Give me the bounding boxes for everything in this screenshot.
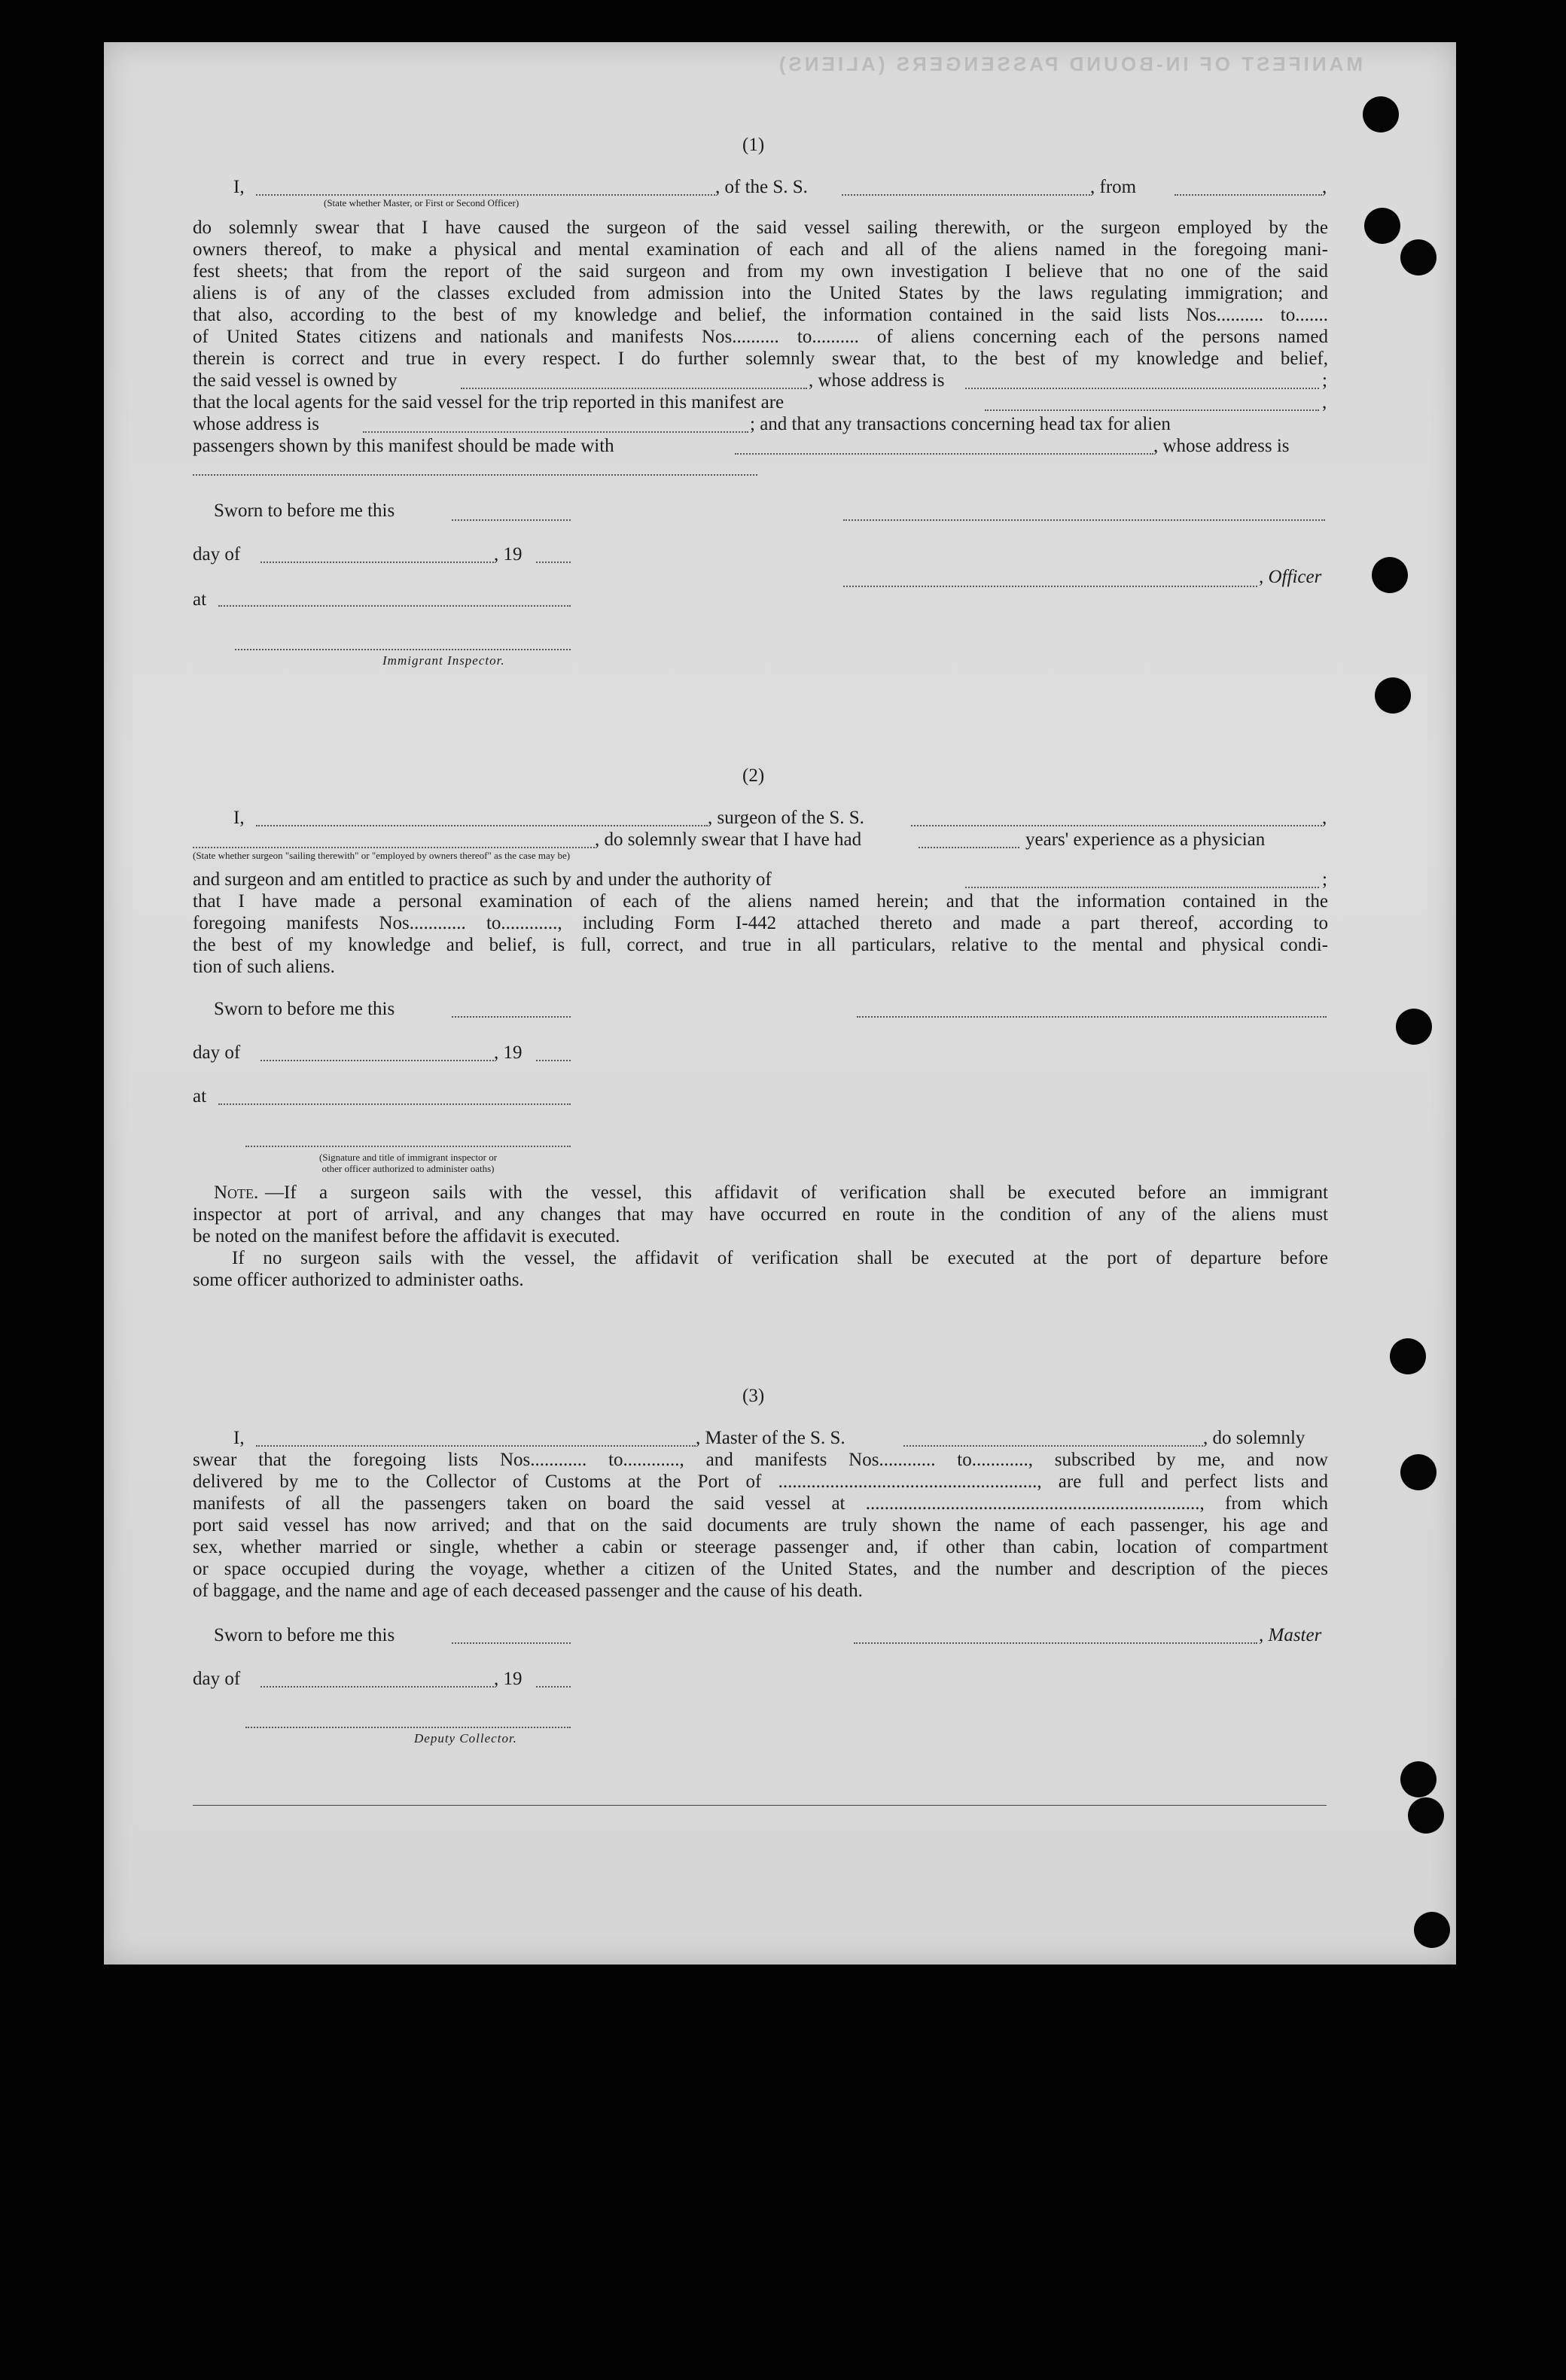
note-line: some officer authorized to administer oaths. — [193, 1270, 524, 1290]
blank-field — [985, 409, 1319, 411]
sworn-label: Sworn to before me this — [214, 999, 395, 1019]
blank-field — [260, 562, 494, 563]
blank-field — [536, 1060, 571, 1061]
oath-line: do solemnly swear that I have caused the surgeon of the said vessel sailing therewith, or the surgeon employed by the — [193, 218, 1328, 238]
blank-field — [842, 194, 1090, 196]
binder-hole — [1400, 1454, 1437, 1490]
collector-signature-field — [245, 1727, 571, 1728]
blank-field — [452, 1016, 571, 1018]
oath-line: that the local agents for the said vessel for the trip reported in this manifest are — [193, 392, 785, 412]
binder-hole — [1400, 1761, 1437, 1797]
oath-line: and surgeon and am entitled to practice as such by and under the authority of — [193, 869, 772, 890]
officer-signature-field — [843, 519, 1325, 521]
master-signature-field — [854, 1642, 1257, 1644]
oath-line: whose address is — [193, 414, 320, 434]
oath-line: years' experience as a physician — [1025, 829, 1266, 850]
oath-line: , whose address is — [809, 370, 945, 391]
note-line: be noted on the manifest before the affidavit is executed. — [193, 1226, 620, 1246]
oath-line: I, — [233, 808, 245, 828]
oath-line: the best of my knowledge and belief, is full, correct, and true in all particulars, relative to the mental and physical condi- — [193, 935, 1328, 955]
blank-field — [461, 388, 807, 389]
bottom-rule — [193, 1805, 1327, 1806]
officer-signature-field — [843, 586, 1257, 587]
field-caption: (State whether surgeon "sailing therewith" or "employed by owners thereof" as the case may be) — [193, 850, 571, 861]
blank-field — [452, 1642, 571, 1644]
signature-caption: other officer authorized to administer oaths) — [321, 1163, 495, 1174]
note-label: Note. — [214, 1182, 259, 1203]
oath-line: fest sheets; that from the report of the said surgeon and from my own investigation I believe that no one of the said — [193, 261, 1328, 282]
at-label: at — [193, 1086, 207, 1106]
oath-line: of baggage, and the name and age of each deceased passenger and the cause of his death. — [193, 1581, 863, 1601]
oath-line: swear that the foregoing lists Nos............ to............, and manifests Nos............ to............, subscribed by me, and now — [193, 1450, 1328, 1470]
sworn-label: Sworn to before me this — [214, 1625, 395, 1645]
oath-line: that I have made a personal examination of each of the aliens named herein; and that the information contained in the — [193, 891, 1328, 912]
binder-hole — [1364, 208, 1400, 244]
blank-field — [256, 825, 708, 826]
oath-line: aliens is of any of the classes excluded from admission into the United States by the laws regulating immigration; and — [193, 283, 1328, 303]
note-line: If no surgeon sails with the vessel, the affidavit of verification shall be executed at the port of departure before — [232, 1248, 1328, 1268]
day-label: day of — [193, 544, 241, 565]
oath-line: , surgeon of the S. S. — [708, 808, 864, 828]
oath-line: , of the S. S. — [715, 177, 808, 197]
year-label: , 19 — [494, 1042, 523, 1063]
blank-field — [965, 388, 1319, 389]
blank-field — [260, 1060, 494, 1061]
blank-field — [911, 825, 1322, 826]
officer-label: , Officer — [1259, 567, 1322, 587]
day-label: day of — [193, 1042, 241, 1063]
sworn-label: Sworn to before me this — [214, 501, 395, 521]
day-label: day of — [193, 1669, 241, 1689]
oath-line: , do solemnly swear that I have had — [595, 829, 862, 850]
inspector-signature-field — [245, 1146, 571, 1147]
oath-line: foregoing manifests Nos............ to............, including Form I-442 attached thereto and made a part thereof, according to — [193, 913, 1328, 933]
blank-field — [1174, 194, 1322, 196]
oath-line: therein is correct and true in every respect. I do further solemnly swear that, to the best of my knowledge and belief, — [193, 348, 1328, 369]
oath-line: I, — [233, 1428, 245, 1448]
blank-field — [965, 887, 1319, 888]
oath-line: owners thereof, to make a physical and mental examination of each and all of the aliens named in the foregoing mani- — [193, 239, 1328, 260]
oath-line: , — [1322, 392, 1327, 412]
note-line: —If a surgeon sails with the vessel, this affidavit of verification shall be executed before an immigrant — [265, 1182, 1328, 1203]
section-number: (3) — [742, 1386, 765, 1406]
oath-line: delivered by me to the Collector of Customs at the Port of ......................................................., are full and perfect lists and — [193, 1472, 1328, 1492]
oath-line: , — [1322, 177, 1327, 197]
blank-field — [363, 431, 748, 433]
blank-field — [919, 847, 1019, 848]
section-number: (2) — [742, 765, 765, 786]
blank-field — [536, 562, 571, 563]
oath-line: sex, whether married or single, whether a cabin or steerage passenger and, if other than cabin, location of compartment — [193, 1537, 1328, 1557]
oath-line: , — [1322, 808, 1327, 828]
oath-line: port said vessel has now arrived; and that on the said documents are truly shown the name of each passenger, his age and — [193, 1515, 1328, 1535]
binder-hole — [1390, 1338, 1426, 1374]
blank-field — [452, 519, 571, 521]
section-number: (1) — [742, 135, 765, 155]
oath-line: passengers shown by this manifest should be made with — [193, 436, 614, 456]
blank-field — [193, 474, 757, 476]
blank-field — [218, 1103, 571, 1105]
oath-line: ; and that any transactions concerning head tax for alien — [750, 414, 1171, 434]
oath-line: ; — [1322, 370, 1327, 391]
binder-hole — [1375, 677, 1411, 714]
year-label: , 19 — [494, 544, 523, 565]
blank-field — [903, 1445, 1203, 1447]
binder-hole — [1363, 96, 1399, 132]
oath-line: of United States citizens and nationals and manifests Nos.......... to.......... of aliens concerning each of the persons named — [193, 327, 1328, 347]
inspector-caption: Immigrant Inspector. — [382, 653, 505, 668]
signature-caption: (Signature and title of immigrant inspector or — [318, 1152, 498, 1163]
oath-line: or space occupied during the voyage, whether a citizen of the United States, and the number and description of the pieces — [193, 1559, 1328, 1579]
oath-line: , Master of the S. S. — [696, 1428, 845, 1448]
binder-hole — [1372, 557, 1408, 593]
blank-field — [260, 1686, 494, 1688]
blank-field — [735, 453, 1153, 455]
bleed-through-text: MANIFEST OF IN-BOUND PASSENGERS (ALIENS) — [775, 53, 1363, 75]
oath-line: , do solemnly — [1203, 1428, 1306, 1448]
blank-field — [256, 194, 715, 196]
blank-field — [256, 1445, 696, 1447]
oath-line: manifests of all the passengers taken on board the said vessel at ......................................................................., from which — [193, 1493, 1328, 1514]
note-line: inspector at port of arrival, and any changes that may have occurred en route in the condition of any of the aliens must — [193, 1204, 1328, 1225]
oath-line: the said vessel is owned by — [193, 370, 398, 391]
field-caption: (State whether Master, or First or Second Officer) — [324, 197, 519, 208]
oath-line: I, — [233, 177, 245, 197]
blank-field — [218, 605, 571, 607]
master-label: , Master — [1259, 1625, 1322, 1645]
blank-field — [193, 847, 595, 848]
binder-hole — [1414, 1912, 1450, 1948]
binder-hole — [1400, 239, 1437, 275]
collector-caption: Deputy Collector. — [414, 1731, 517, 1745]
year-label: , 19 — [494, 1669, 523, 1689]
oath-line: tion of such aliens. — [193, 957, 335, 977]
oath-line: , from — [1090, 177, 1137, 197]
surgeon-signature-field — [857, 1016, 1327, 1018]
oath-line: , whose address is — [1153, 436, 1290, 456]
binder-hole — [1396, 1009, 1432, 1045]
binder-hole — [1408, 1797, 1444, 1834]
blank-field — [536, 1686, 571, 1688]
at-label: at — [193, 589, 207, 610]
inspector-signature-field — [235, 649, 571, 650]
oath-line: ; — [1322, 869, 1327, 890]
oath-line: that also, according to the best of my knowledge and belief, the information contained in the said lists Nos.......... to....... — [193, 305, 1328, 325]
